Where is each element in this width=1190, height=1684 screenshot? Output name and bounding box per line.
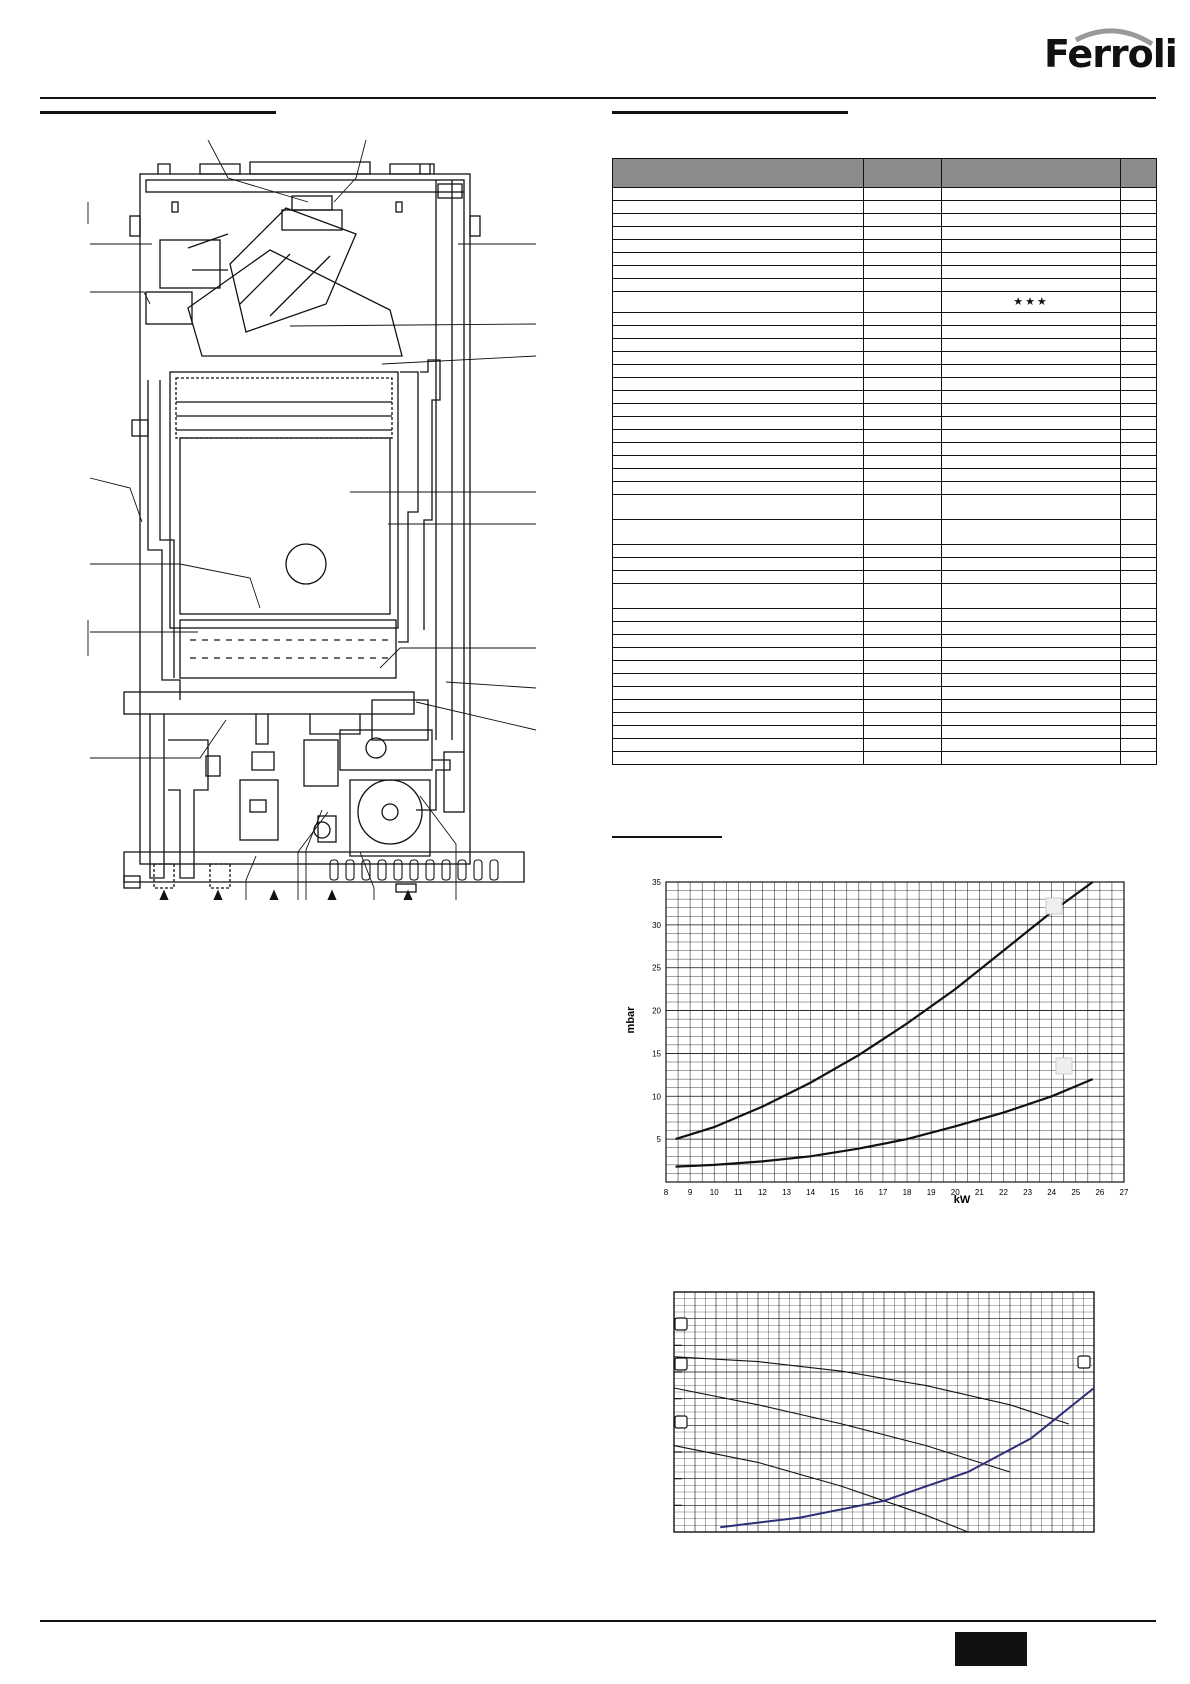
- x-tick-label: 20: [950, 1188, 960, 1197]
- right-section-heading-line: [612, 111, 848, 114]
- x-tick-label: 19: [926, 1188, 936, 1197]
- table-row: [613, 495, 1157, 520]
- table-row: [613, 482, 1157, 495]
- y-tick-label: 35: [652, 878, 661, 887]
- pressure-vs-power-chart: [620, 870, 1130, 1210]
- y-axis-label: mbar: [625, 1006, 637, 1034]
- boiler-components-diagram: [60, 140, 550, 900]
- left-section-heading-line: [40, 111, 276, 114]
- x-tick-label: 27: [1119, 1188, 1129, 1197]
- table-row: [613, 674, 1157, 687]
- table-row: [613, 700, 1157, 713]
- table-row: [613, 326, 1157, 339]
- table-row: [613, 378, 1157, 391]
- table-row: [613, 313, 1157, 326]
- x-tick-label: 21: [974, 1188, 984, 1197]
- table-row: [613, 622, 1157, 635]
- table-row: [613, 240, 1157, 253]
- ferroli-logo: [1044, 24, 1177, 76]
- x-tick-label: 24: [1047, 1188, 1057, 1197]
- curve-marker-box: [675, 1416, 687, 1428]
- table-row: [613, 443, 1157, 456]
- table-row: [613, 365, 1157, 378]
- page-number-box: [955, 1632, 1027, 1666]
- x-tick-label: 14: [806, 1188, 816, 1197]
- y-tick-label: 5: [656, 1135, 661, 1145]
- curve-marker-box: [1056, 1058, 1072, 1074]
- x-tick-label: 25: [1071, 1188, 1081, 1197]
- x-tick-label: 9: [687, 1188, 693, 1197]
- x-tick-label: 10: [709, 1188, 719, 1197]
- chart-section-heading-line: [612, 836, 722, 838]
- table-row: [613, 352, 1157, 365]
- table-row: [613, 726, 1157, 739]
- table-row: [613, 713, 1157, 726]
- x-tick-label: 16: [854, 1188, 864, 1197]
- table-row: [613, 391, 1157, 404]
- y-tick-label: 20: [652, 1006, 661, 1016]
- table-row: [613, 739, 1157, 752]
- x-tick-label: 11: [734, 1188, 743, 1197]
- table-row: [613, 430, 1157, 443]
- efficiency-rating-stars: ★★★: [942, 292, 1121, 313]
- table-row: [613, 456, 1157, 469]
- table-row: [613, 404, 1157, 417]
- x-tick-label: 26: [1095, 1188, 1105, 1197]
- table-row: [613, 558, 1157, 571]
- y-tick-label: 25: [652, 963, 661, 973]
- table-row: [613, 339, 1157, 352]
- brand-name: Ferroli: [1044, 32, 1177, 76]
- curve-marker-box: [1078, 1356, 1090, 1368]
- table-row: [613, 292, 1157, 313]
- pump-head-chart: [670, 1280, 1110, 1540]
- table-header-cell: [613, 159, 864, 188]
- table-row: [613, 417, 1157, 430]
- table-header-cell: [942, 159, 1121, 188]
- table-row: [613, 253, 1157, 266]
- table-row: [613, 201, 1157, 214]
- curve-marker-box: [675, 1318, 687, 1330]
- table-row: [613, 279, 1157, 292]
- table-header-row: [613, 159, 1157, 188]
- table-header-cell: [864, 159, 942, 188]
- footer-rule: [40, 1620, 1156, 1622]
- table-header-cell: [1121, 159, 1157, 188]
- y-tick-label: 15: [652, 1049, 661, 1059]
- x-tick-label: 15: [830, 1188, 840, 1197]
- y-tick-label: 10: [652, 1092, 661, 1102]
- table-row: [613, 266, 1157, 279]
- table-row: [613, 687, 1157, 700]
- header-rule: [40, 97, 1156, 99]
- table-row: [613, 545, 1157, 558]
- x-tick-label: 13: [782, 1188, 791, 1197]
- table-row: [613, 661, 1157, 674]
- x-tick-label: 23: [1023, 1188, 1033, 1197]
- table-row: [613, 227, 1157, 240]
- curve-marker-box: [1046, 898, 1062, 914]
- table-row: [613, 752, 1157, 765]
- x-axis-label: kW: [953, 1194, 971, 1206]
- table-row: [613, 571, 1157, 584]
- table-row: [613, 635, 1157, 648]
- table-row: [613, 214, 1157, 227]
- x-tick-label: 8: [663, 1188, 669, 1197]
- x-tick-label: 22: [999, 1188, 1008, 1197]
- table-row: [613, 609, 1157, 622]
- x-tick-label: 17: [878, 1188, 888, 1197]
- table-row: [613, 584, 1157, 609]
- table-row: [613, 188, 1157, 201]
- table-row: [613, 520, 1157, 545]
- table-row: [613, 648, 1157, 661]
- y-tick-label: 30: [652, 920, 661, 930]
- x-tick-label: 18: [902, 1188, 912, 1197]
- technical-data-table: [612, 158, 1157, 765]
- x-tick-label: 12: [757, 1188, 767, 1197]
- curve-marker-box: [675, 1358, 687, 1370]
- table-row: [613, 469, 1157, 482]
